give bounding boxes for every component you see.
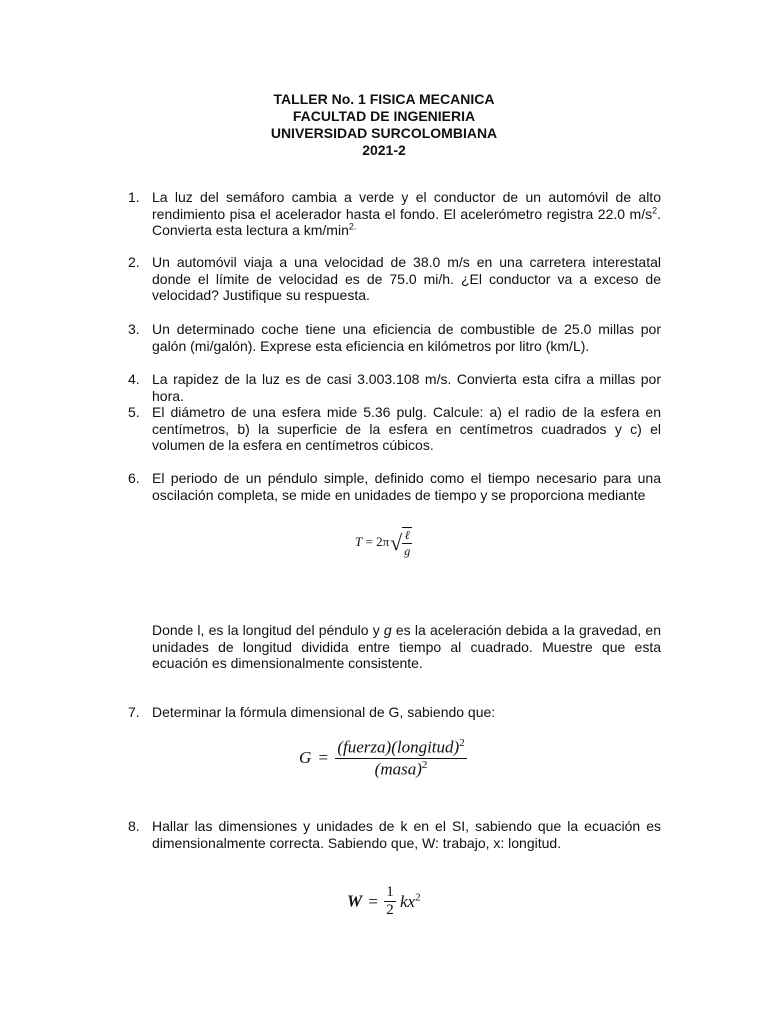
problem-number: 6.: [128, 470, 140, 486]
problem-number: 1.: [128, 189, 140, 205]
g-formula: G = $\frac{(fuerza)(longitud)^2}{(masa)^2}$: [299, 737, 465, 779]
problem-text: El periodo de un péndulo simple, definido como el tiempo necesario para una oscilación completa, se mide en unidades de tiempo y se proporciona mediante: [152, 470, 661, 503]
problem-number: 2.: [128, 254, 140, 270]
problem-text: Un determinado coche tiene una eficiencia de combustible de 25.0 millas por galón (mi/galón). Exprese esta eficiencia en kilómetros por litro (km/L).: [152, 321, 661, 354]
problem-number: 8.: [128, 818, 140, 834]
problem-8: [128, 818, 661, 851]
g-fraction: $\frac{(fuerza)(longitud)^2}{(masa)^2}$: [337, 737, 465, 779]
problem-number: 4.: [128, 371, 140, 387]
problem-number: 7.: [128, 704, 140, 720]
problem-5: [128, 404, 661, 454]
problem-text: La rapidez de la luz es de casi 3.003.108 m/s. Convierta esta cifra a millas por hora.: [152, 371, 661, 404]
sqrt-sign: √: [390, 530, 403, 555]
problem-2: [128, 254, 661, 304]
header-university: UNIVERSIDAD SURCOLOMBIANA: [270, 125, 498, 141]
header-faculty: FACULTAD DE INGENIERIA: [292, 108, 476, 124]
problem-text: Un automóvil viaja a una velocidad de 38.0 m/s en una carretera interestatal donde el límite de velocidad es de 75.0 mi/h. ¿El conductor va a exceso de velocidad? Justifique su respuesta.: [152, 254, 661, 303]
problem-1: [128, 189, 661, 239]
sqrt-fraction: $\frac{\text{ℓ}}{g}$: [404, 528, 411, 558]
problem-3: [128, 321, 661, 354]
problem-4: [128, 371, 661, 404]
problem-text: El diámetro de una esfera mide 5.36 pulg. Calcule: a) el radio de la esfera en centímetros, b) la superficie de la esfera en centímetros cuadrados y c) el volumen de la esfera en centímetros cúbicos.: [152, 404, 661, 453]
w-fraction: $\frac{1}{2}$: [386, 884, 394, 918]
document-header: [0, 91, 768, 159]
problem-number: 3.: [128, 321, 140, 337]
pendulum-formula: T = 2π√ $\frac{\text{ℓ}}{g}$: [355, 528, 411, 558]
problem-6: [128, 470, 661, 503]
problem-text: Determinar la fórmula dimensional de G, sabiendo que:: [152, 704, 496, 720]
pendulum-note: Donde l, es la longitud del péndulo y g es la aceleración debida a la gravedad, en unidades de longitud dividida entre tiempo al cuadrado. Muestre que esta ecuación es dimensionalmente consistente.: [152, 622, 661, 671]
header-title: TALLER No. 1 FISICA MECANICA: [273, 91, 495, 107]
problem-text: La luz del semáforo cambia a verde y el conductor de un automóvil de alto rendimiento pisa el acelerador hasta el fondo. El acelerómetro registra 22.0 $m/s^2$. Convierta esta lectura a $km/\min^{2.}$: [152, 189, 661, 238]
problem-number: 5.: [128, 404, 140, 420]
problem-text: Hallar las dimensiones y unidades de k en el SI, sabiendo que la ecuación es dimensionalmente correcta. Sabiendo que, W: trabajo, x: longitud.: [152, 818, 661, 851]
problem-7: [128, 704, 661, 721]
header-period: 2021-2: [362, 142, 406, 158]
w-formula: W = $\frac{1}{2}$ $kx^2$: [347, 884, 421, 918]
